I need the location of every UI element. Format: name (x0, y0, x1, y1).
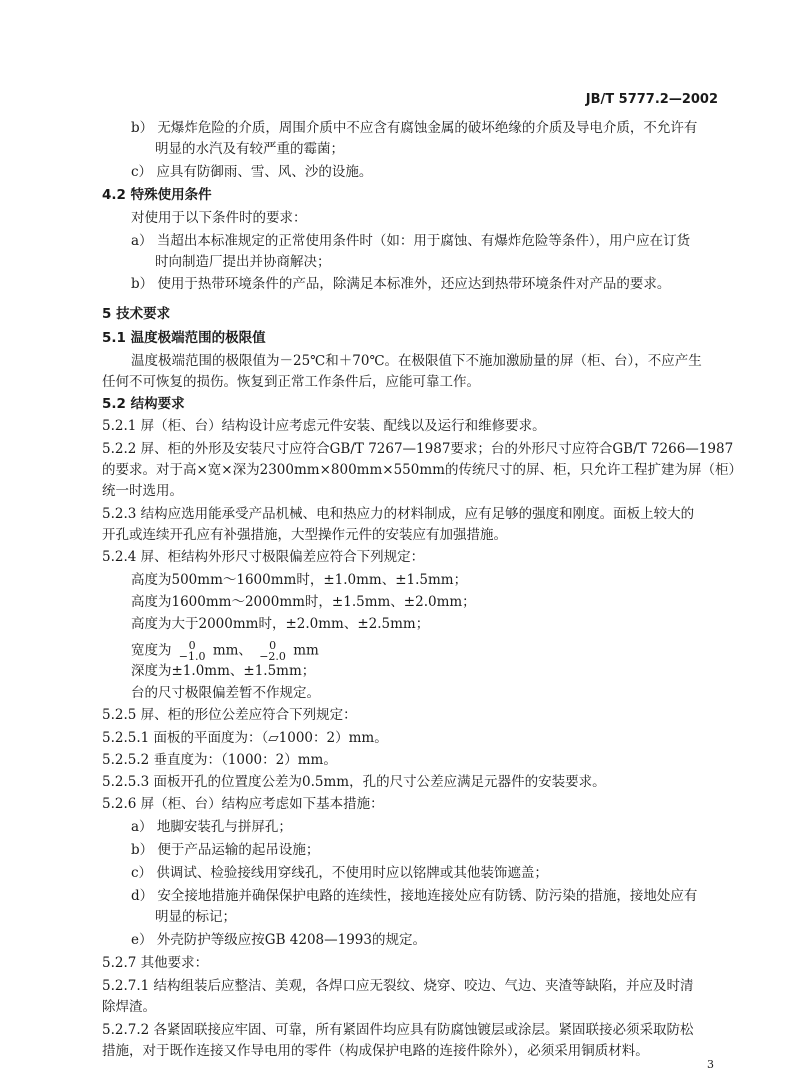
text-line: 任何不可恢复的损伤。恢复到正常工作条件后，应能可靠工作。 (102, 374, 480, 390)
text-line: 高度为1600mm～2000mm时，±1.5mm、±2.0mm； (131, 594, 476, 610)
text-line: c） 应具有防御雨、雪、风、沙的设施。 (131, 164, 373, 180)
page-number: 3 (707, 1058, 714, 1071)
text-line: 深度为±1.0mm、±1.5mm； (131, 663, 316, 679)
text-line: 的要求。对于高×宽×深为2300mm×800mm×550mm的传统尺寸的屏、柜，只允许工程扩建为屏（柜） (102, 462, 742, 478)
text-line: b） 便于产品运输的起吊设施； (131, 842, 320, 858)
text-line: 除焊渣。 (102, 999, 156, 1015)
text-line: 5.2.5.2 垂直度为：（1000：2）mm。 (102, 752, 337, 768)
text-line: 时向制造厂提出并协商解决； (155, 254, 331, 270)
text-line: 措施，对于既作连接又作导电用的零件（构成保护电路的连接件除外），必须采用铜质材料。 (102, 1043, 649, 1059)
section-heading: 5.2 结构要求 (102, 396, 185, 412)
text-line: 温度极端范围的极限值为－25℃和＋70℃。在极限值下不施加激励量的屏（柜、台），不应产生 (131, 353, 702, 369)
text-line: 5.2.1 屏（柜、台）结构设计应考虑元件安装、配线以及运行和维修要求。 (102, 418, 546, 434)
text-line: 5.2.5.1 面板的平面度为：（⏥1000：2）mm。 (102, 730, 388, 746)
text-line: 5.2.7.2 各紧固联接应牢固、可靠，所有紧固件均应具有防腐蚀镀层或涂层。紧固联接必须采取防松 (102, 1022, 694, 1038)
text-line: a） 当超出本标准规定的正常使用条件时（如：用于腐蚀、有爆炸危险等条件），用户应在订货 (131, 233, 691, 249)
text-line: 对使用于以下条件时的要求： (131, 210, 307, 226)
document-header-id: JB/T 5777.2—2002 (585, 92, 718, 107)
text-line: 统一时选用。 (102, 483, 183, 499)
text-line: 5.2.5.3 面板开孔的位置度公差为0.5mm，孔的尺寸公差应满足元器件的安装要求。 (102, 774, 606, 790)
text-line: a） 地脚安装孔与拼屏孔； (131, 819, 292, 835)
width-tol1-lower: −1.0 (178, 650, 206, 663)
width-unit: mm (293, 642, 319, 659)
text-line: b） 无爆炸危险的介质，周围介质中不应含有腐蚀金属的破坏绝缘的介质及导电介质，不允许有 (131, 120, 698, 136)
width-tolerance-2 (259, 640, 286, 662)
text-line: 台的尺寸极限偏差暂不作规定。 (131, 685, 320, 701)
text-line: 5.2.7.1 结构组装后应整洁、美观，各焊口应无裂纹、烧穿、咬边、气边、夹渣等缺陷，并应及时清 (102, 978, 694, 994)
text-line: 明显的标记； (155, 909, 236, 925)
section-heading: 4.2 特殊使用条件 (102, 187, 212, 203)
width-label: 宽度为 (131, 642, 172, 659)
text-line: 5.2.5 屏、柜的形位公差应符合下列规定： (102, 707, 357, 723)
text-line: 5.2.7 其他要求： (102, 955, 209, 971)
width-unit-sep: mm、 (212, 642, 252, 659)
text-line: 5.2.2 屏、柜的外形及安装尺寸应符合GB/T 7267—1987要求；台的外形尺寸应符合GB/T 7266—1987 (102, 441, 734, 457)
width-tol1-upper: 0 (188, 639, 196, 652)
width-tolerance-1 (179, 640, 206, 662)
width-tol2-upper: 0 (269, 639, 277, 652)
text-line: c） 供调试、检验接线用穿线孔，不使用时应以铭牌或其他装饰遮盖； (131, 865, 548, 881)
text-line: 5.2.6 屏（柜、台）结构应考虑如下基本措施： (102, 796, 384, 812)
text-line: 5.2.4 屏、柜结构外形尺寸极限偏差应符合下列规定： (102, 549, 425, 565)
text-line: d） 安全接地措施并确保保护电路的连续性，接地连接处应有防锈、防污染的措施，接地处应有 (131, 888, 698, 904)
section-heading: 5.1 温度极端范围的极限值 (102, 330, 266, 346)
text-line: 高度为大于2000mm时，±2.0mm、±2.5mm； (131, 616, 430, 632)
text-line: e） 外壳防护等级应按GB 4208—1993的规定。 (131, 932, 426, 948)
text-line: 明显的水汽及有较严重的霉菌； (155, 141, 344, 157)
text-line: 高度为500mm～1600mm时，±1.0mm、±1.5mm； (131, 572, 468, 588)
text-line: 5.2.3 结构应选用能承受产品机械、电和热应力的材料制成，应有足够的强度和刚度。面板上较大的 (102, 506, 695, 522)
width-tol2-lower: −2.0 (259, 650, 286, 663)
width-tolerance-line (131, 640, 319, 662)
text-line: 开孔或连续开孔应有补强措施，大型操作元件的安装应有加强措施。 (102, 527, 507, 543)
text-line: b） 使用于热带环境条件的产品，除满足本标准外，还应达到热带环境条件对产品的要求。 (131, 276, 671, 292)
section-heading: 5 技术要求 (102, 306, 171, 322)
